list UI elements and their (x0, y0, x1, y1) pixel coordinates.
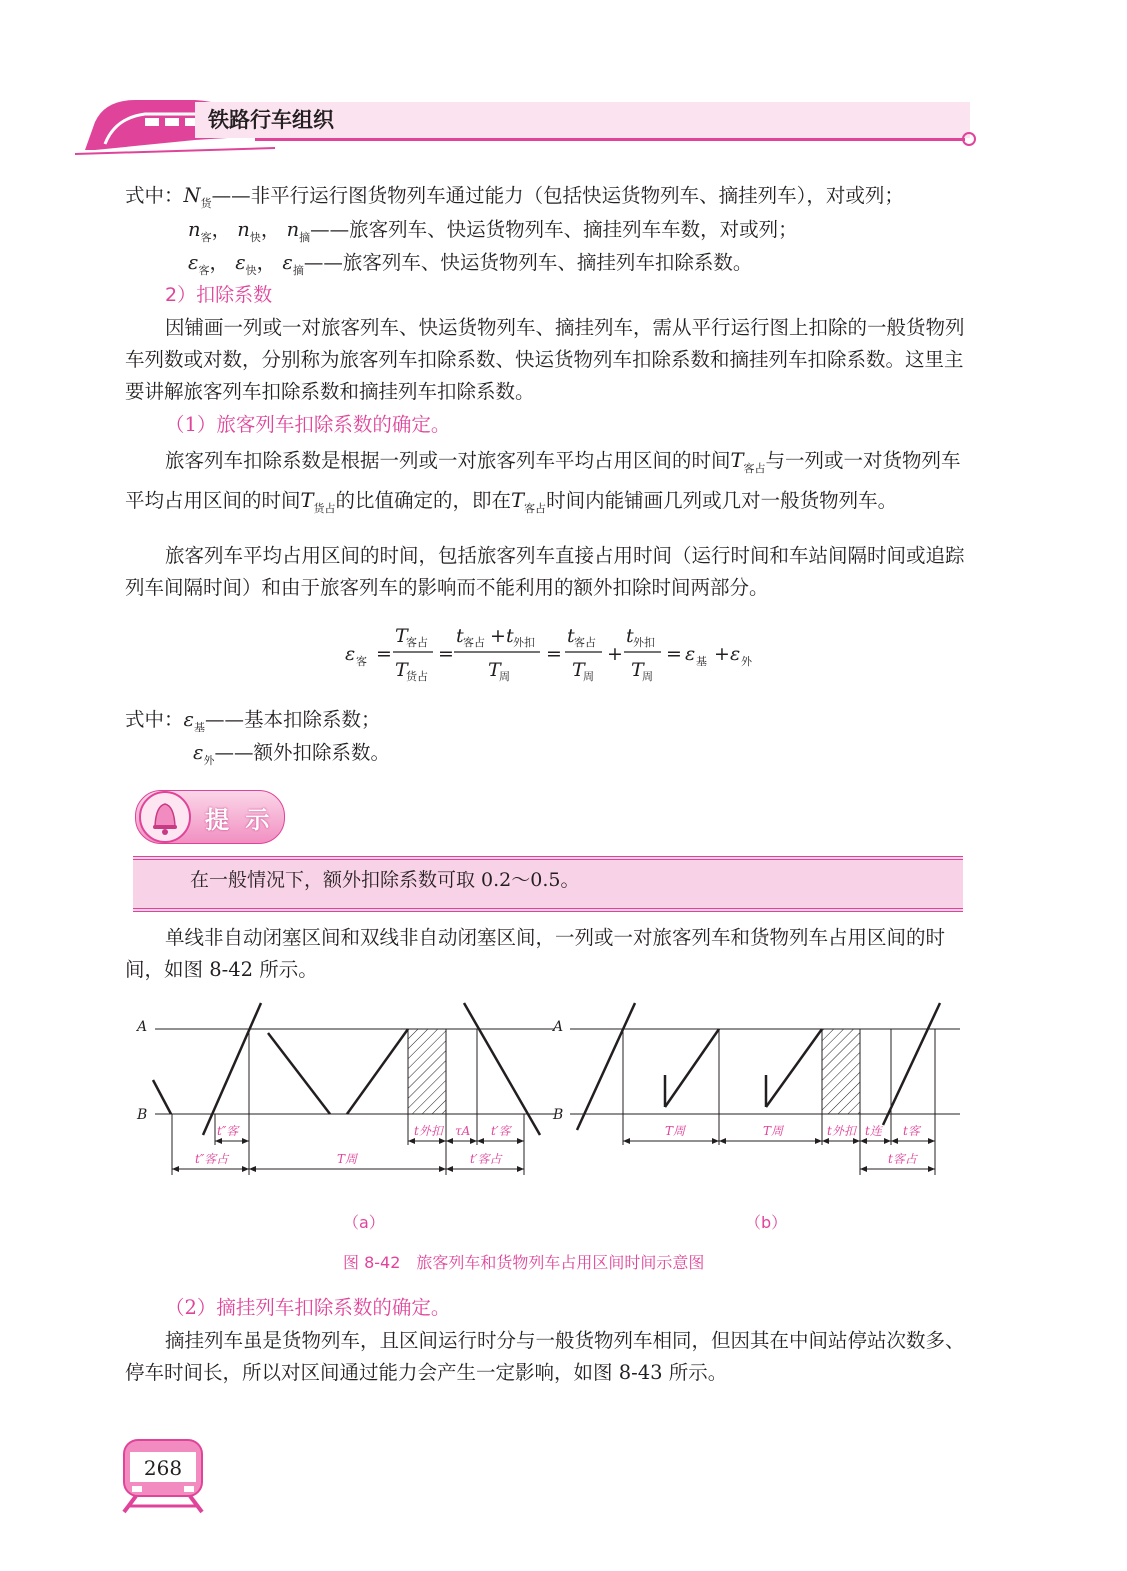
dim-label: T周 (763, 1124, 784, 1138)
def-intro: 式中： (125, 184, 184, 207)
symbol: ε (235, 251, 246, 274)
subscript: 客 (198, 264, 210, 277)
station-label: B (553, 1107, 564, 1123)
station-label: B (137, 1107, 148, 1123)
def-text: ——非平行运行图货物列车通过能力（包括快运货物列车、摘挂列车），对或列； (211, 184, 904, 207)
figure-8-42 (125, 995, 975, 1195)
subscript: 外 (741, 655, 752, 668)
header-title: 铁路行车组织 (208, 108, 334, 132)
subscript: 外扣 (513, 636, 535, 649)
symbol: t (456, 625, 464, 647)
subscript: 快 (249, 231, 261, 244)
def-text: ——基本扣除系数； (204, 708, 381, 731)
equals: = (666, 643, 682, 665)
symbol: ε (282, 251, 293, 274)
train-line (347, 1029, 408, 1114)
header-rule (255, 138, 965, 141)
separator: ， (209, 251, 229, 274)
hatched-waikou-area (822, 1029, 860, 1114)
separator: ， (256, 251, 277, 274)
station-label: A (553, 1019, 564, 1035)
text: 与一列或一对货物列车平均占用区间的时间 (125, 449, 961, 512)
train-line (464, 1003, 540, 1135)
symbol: t (506, 625, 514, 647)
train-line (883, 1003, 940, 1125)
subscript: 外 (203, 754, 215, 767)
subscript: 客占 (574, 636, 596, 649)
text: 的比值确定的，即在 (335, 489, 512, 512)
train-line (203, 1003, 261, 1135)
subscript: 外扣 (633, 636, 655, 649)
dim-label: t连 (865, 1124, 882, 1138)
symbol: N (183, 184, 201, 207)
subscript: 基 (696, 655, 707, 668)
plus: + (714, 643, 730, 665)
subscript: 摘 (299, 231, 311, 244)
page-number: 268 (143, 1456, 183, 1480)
paragraph-1: 因铺画一列或一对旅客列车、快运货物列车、摘挂列车，需从平行运行图上扣除的一般货物列车列数或对数，分别称为旅客列车扣除系数、快运货物列车扣除系数和摘挂列车扣除系数。这里主要讲解旅客列车扣除系数和摘挂列车扣除系数。 (125, 316, 965, 403)
dim-label: t客占 (888, 1152, 917, 1166)
train-line (665, 1029, 719, 1107)
subscript: 客占 (743, 462, 766, 475)
station-label: A (137, 1019, 148, 1035)
symbol: ε (345, 643, 356, 665)
dim-label: t客 (903, 1124, 920, 1138)
text: 旅客列车扣除系数是根据一列或一对旅客列车平均占用区间的时间 (165, 449, 731, 472)
symbol: n (286, 218, 300, 241)
equals: = (376, 643, 392, 665)
def-text: ——旅客列车、快运货物列车、摘挂列车车数，对或列； (310, 218, 798, 241)
plus: + (490, 625, 506, 647)
paragraph-3: 旅客列车平均占用区间的时间，包括旅客列车直接占用时间（运行时间和车站间隔时间或追踪列车间隔时间）和由于旅客列车的影响而不能利用的额外扣除时间两部分。 (125, 544, 965, 599)
symbol: T (395, 659, 408, 681)
subscript: 周 (642, 670, 653, 683)
subscript: 周 (583, 670, 594, 683)
subscript: 周 (499, 670, 510, 683)
symbol: ε (193, 741, 204, 764)
subscript: 快 (245, 264, 257, 277)
symbol: T (488, 659, 501, 681)
symbol: T (631, 659, 644, 681)
subscript: 货占 (313, 502, 336, 515)
panel-a-label: （a） (343, 1213, 385, 1232)
symbol: ε (183, 708, 194, 731)
def-text: ——额外扣除系数。 (214, 741, 390, 764)
train-line (153, 1080, 171, 1114)
equals: = (546, 643, 562, 665)
subscript: 货 (200, 197, 212, 210)
panel-b (570, 1003, 960, 1175)
paragraph-4: 单线非自动闭塞区间和双线非自动闭塞区间，一列或一对旅客列车和货物列车占用区间的时间，如图 8-42 所示。 (125, 926, 946, 981)
subscript: 客占 (524, 502, 547, 515)
bell-icon (138, 790, 192, 844)
equals: = (438, 643, 454, 665)
dim-label: t″客 (217, 1124, 239, 1138)
def-row-3 (188, 247, 752, 287)
subscript: 客占 (406, 636, 428, 649)
tip-text: 在一般情况下，额外扣除系数可取 0.2～0.5。 (190, 869, 580, 891)
dim-label: t″客占 (195, 1152, 229, 1166)
def2-row-2 (193, 737, 390, 777)
symbol: ε (685, 643, 696, 665)
tip-label: 提 示 (205, 806, 274, 834)
section-heading: 2）扣除系数 (165, 284, 273, 306)
subscript: 客 (200, 231, 212, 244)
symbol: T (300, 489, 314, 512)
train-line (268, 1033, 330, 1114)
figure-caption: 图 8-42 旅客列车和货物列车占用区间时间示意图 (343, 1253, 705, 1272)
symbol: n (188, 218, 201, 241)
subsection-heading-1: （1）旅客列车扣除系数的确定。 (165, 413, 451, 436)
paragraph-5: 摘挂列车虽是货物列车，且区间运行时分与一般货物列车相同，但因其在中间站停站次数多、停车时间长，所以对区间通过能力会产生一定影响，如图 8-43 所示。 (125, 1329, 965, 1384)
header-ornament-icon (962, 132, 976, 146)
symbol: t (567, 625, 575, 647)
dim-label: t外扣 (827, 1124, 856, 1138)
panel-a (153, 1003, 555, 1175)
symbol: ε (730, 643, 741, 665)
subscript: 客 (356, 655, 367, 668)
def-intro: 式中： (125, 708, 184, 731)
symbol: T (730, 449, 744, 472)
dim-label: T周 (665, 1124, 686, 1138)
dim-label: t′客占 (470, 1152, 502, 1166)
symbol: ε (188, 251, 199, 274)
dim-label: t外扣 (414, 1124, 443, 1138)
dim-label: t′客 (491, 1124, 511, 1138)
symbol: T (395, 625, 408, 647)
dim-label: τA (455, 1124, 471, 1138)
paragraph-2 (125, 445, 973, 525)
separator: ， (211, 218, 232, 241)
subscript: 基 (193, 721, 205, 734)
dim-label: T周 (337, 1152, 358, 1166)
subscript: 货占 (406, 670, 428, 683)
plus: + (607, 643, 623, 665)
separator: ， (260, 218, 281, 241)
hatched-waikou-area (408, 1029, 446, 1114)
def-text: ——旅客列车、快运货物列车、摘挂列车扣除系数。 (303, 251, 753, 274)
subscript: 客占 (463, 636, 485, 649)
page-header (75, 92, 975, 162)
train-line (766, 1029, 822, 1107)
subscript: 摘 (292, 264, 304, 277)
symbol: T (572, 659, 585, 681)
train-line (577, 1003, 635, 1130)
formula (340, 618, 770, 690)
symbol: t (626, 625, 634, 647)
panel-b-label: （b） (745, 1213, 788, 1232)
subsection-heading-2: （2）摘挂列车扣除系数的确定。 (165, 1296, 451, 1319)
symbol: n (237, 218, 250, 241)
symbol: T (511, 489, 525, 512)
text: 时间内能铺画几列或几对一般货物列车。 (546, 489, 898, 512)
